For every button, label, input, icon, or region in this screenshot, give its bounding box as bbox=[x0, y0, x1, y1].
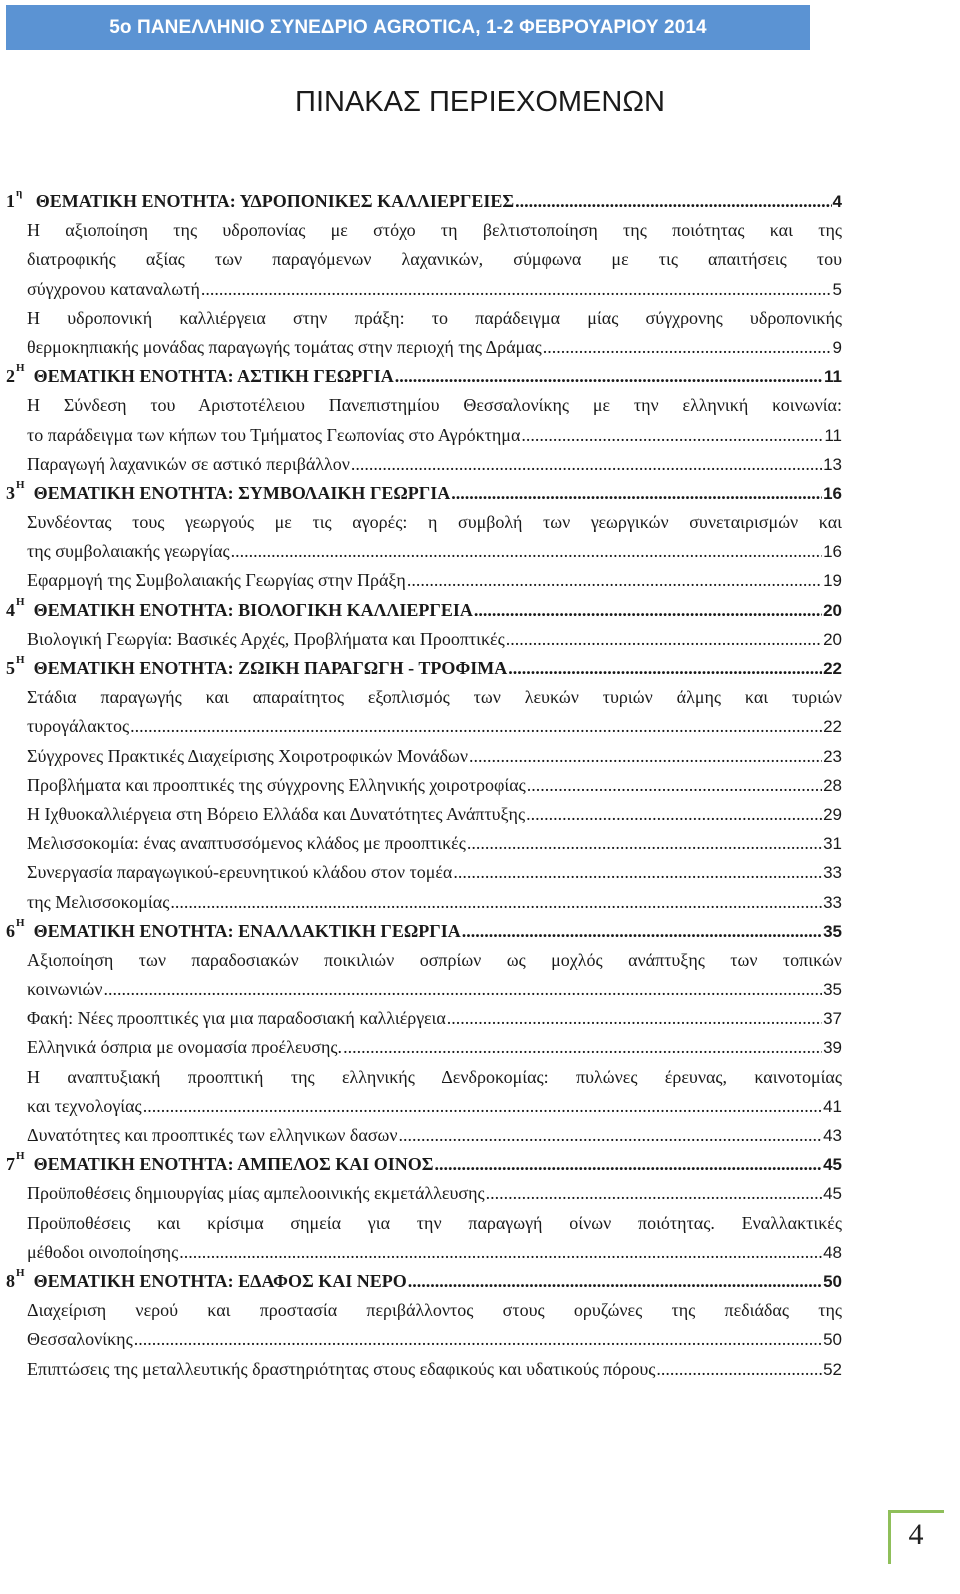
toc-entry[interactable]: Προϋποθέσεις και κρίσιμα σημεία για την παραγωγή οίνων ποιότητας. Εναλλακτικές bbox=[27, 1212, 842, 1233]
section-title: ΘΕΜΑΤΙΚΗ ΕΝΟΤΗΤΑ: ΕΔΑΦΟΣ ΚΑΙ ΝΕΡΟ bbox=[33, 1270, 407, 1291]
page-ref: 28 bbox=[823, 775, 842, 795]
page-ref: 39 bbox=[823, 1038, 842, 1058]
page-title: ΠΙΝΑΚΑΣ ΠΕΡΙΕΧΟΜΕΝΩΝ bbox=[295, 86, 665, 118]
toc-entry[interactable]: Φακή: Νέες προοπτικές για μια παραδοσιακή καλλιέργεια ..... 37 bbox=[6, 1004, 842, 1033]
toc-entry[interactable]: Συνεργασία παραγωγικού-ερευνητικού κλάδου στον τομέα ..... 33 bbox=[6, 858, 842, 887]
section-number: $3^H$ bbox=[6, 478, 25, 503]
section-title: ΘΕΜΑΤΙΚΗ ΕΝΟΤΗΤΑ: ΒΙΟΛΟΓΙΚΗ ΚΑΛΛΙΕΡΓΕΙΑ bbox=[33, 599, 473, 620]
page-ref: 41 bbox=[823, 1096, 842, 1116]
section-title: ΘΕΜΑΤΙΚΗ ΕΝΟΤΗΤΑ: ΑΣΤΙΚΗ ΓΕΩΡΓΙΑ bbox=[33, 366, 394, 387]
toc-entry[interactable]: και τεχνολογίας ..... 41 bbox=[6, 1092, 842, 1121]
toc-section-7[interactable] bbox=[6, 1150, 842, 1179]
toc-section-2[interactable] bbox=[6, 362, 842, 391]
toc-entry[interactable]: κοινωνιών ..... 35 bbox=[6, 975, 842, 1004]
divider bbox=[888, 1510, 944, 1513]
page-ref: 50 bbox=[823, 1330, 842, 1350]
toc-entry[interactable]: διατροφικής αξίας των παραγόμενων λαχανικών, σύμφωνα με τις απαιτήσεις του bbox=[27, 249, 842, 270]
toc-entry[interactable]: Σύγχρονες Πρακτικές Διαχείρισης Χοιροτροφικών Μονάδων ..... 23 bbox=[6, 742, 842, 771]
toc-entry[interactable]: Δυνατότητες και προοπτικές των ελληνικων δασων ..... 43 bbox=[6, 1121, 842, 1150]
page-ref: 35 bbox=[823, 921, 842, 941]
section-number: $5^H$ bbox=[6, 654, 25, 678]
section-number: $7^H$ bbox=[6, 1150, 25, 1175]
page-ref: 43 bbox=[823, 1126, 842, 1145]
toc-entry[interactable]: τυρογάλακτος ..... 22 bbox=[6, 712, 842, 741]
toc-entry[interactable]: Προϋποθέσεις δημιουργίας μίας αμπελοοινικής εκμετάλλευσης ..... 45 bbox=[6, 1179, 842, 1208]
page-ref: 48 bbox=[823, 1242, 842, 1262]
toc-entry[interactable]: Συνδέοντας τους γεωργούς με τις αγορές: η συμβολή των γεωργικών συνεταιρισμών και bbox=[27, 512, 842, 533]
section-number: $2^H$ bbox=[6, 362, 25, 387]
toc-entry[interactable]: σύγχρονου καταναλωτή ..... 5 bbox=[6, 275, 842, 304]
page-ref: 20 bbox=[823, 629, 842, 649]
section-title: ΘΕΜΑΤΙΚΗ ΕΝΟΤΗΤΑ: ΑΜΠΕΛΟΣ ΚΑΙ ΟΙΝΟΣ bbox=[33, 1154, 434, 1175]
page-ref: 33 bbox=[823, 863, 842, 883]
page-ref: 52 bbox=[823, 1359, 842, 1379]
toc-entry[interactable]: Η Ιχθυοκαλλιέργεια στη Βόρειο Ελλάδα και Δυνατότητες Ανάπτυξης ..... 29 bbox=[6, 800, 842, 829]
toc-entry[interactable]: Η αναπτυξιακή προοπτική της ελληνικής Δενδροκομίας: πυλώνες έρευνας, καινοτομίας bbox=[27, 1066, 842, 1087]
toc-entry[interactable]: της Μελισσοκομίας ..... 33 bbox=[6, 888, 842, 917]
page-ref: 13 bbox=[823, 454, 842, 474]
page-ref: 11 bbox=[824, 367, 842, 387]
toc-entry[interactable]: Διαχείριση νερού και προστασία περιβάλλοντος στους ορυζώνες της πεδιάδας της bbox=[27, 1300, 842, 1321]
page-ref: 22 bbox=[823, 717, 842, 737]
page-ref: 23 bbox=[823, 746, 842, 766]
table-of-contents bbox=[6, 187, 842, 1384]
toc-entry[interactable]: Επιπτώσεις της μεταλλευτικής δραστηριότητας στους εδαφικούς και υδατικούς πόρους ..... 52 bbox=[6, 1355, 842, 1384]
page-ref: 9 bbox=[832, 337, 842, 357]
toc-entry[interactable]: μέθοδοι οινοποίησης ..... 48 bbox=[6, 1238, 842, 1267]
page-ref: 45 bbox=[823, 1184, 842, 1204]
section-number: $4^H$ bbox=[6, 595, 25, 620]
conference-banner: 5ο ΠΑΝΕΛΛΗΝΙΟ ΣΥΝΕΔΡΙΟ AGROTICA, 1-2 ΦΕΒΡΟΥΑΡΙΟΥ 2014 bbox=[6, 5, 810, 50]
page-ref: 16 bbox=[823, 542, 842, 562]
page-ref: 35 bbox=[823, 980, 842, 1000]
toc-section-4[interactable] bbox=[6, 596, 842, 625]
page-ref: 33 bbox=[823, 892, 842, 912]
toc-entry[interactable]: θερμοκηπιακής μονάδας παραγωγής τομάτας στην περιοχή της Δράμας ..... 9 bbox=[6, 333, 842, 362]
page-ref: 50 bbox=[823, 1271, 842, 1291]
toc-entry[interactable]: Προβλήματα και προοπτικές της σύγχρονης Ελληνικής χοιροτροφίας ..... 28 bbox=[6, 771, 842, 800]
toc-section-5[interactable] bbox=[6, 654, 842, 683]
page-ref: 11 bbox=[824, 425, 842, 445]
toc-section-3[interactable] bbox=[6, 479, 842, 508]
toc-entry[interactable]: της συμβολαιακής γεωργίας ..... 16 bbox=[6, 537, 842, 566]
toc-entry[interactable]: Παραγωγή λαχανικών σε αστικό περιβάλλον ..... 13 bbox=[6, 450, 842, 479]
page-number: 4 bbox=[908, 1518, 924, 1551]
page-number-box bbox=[888, 1510, 944, 1564]
toc-section-8[interactable] bbox=[6, 1267, 842, 1296]
section-number: $8^H$ bbox=[6, 1266, 25, 1291]
section-title: ΘΕΜΑΤΙΚΗ ΕΝΟΤΗΤΑ: ΖΩΙΚΗ ΠΑΡΑΓΩΓΗ - ΤΡΟΦΙΜΑ bbox=[33, 658, 508, 678]
page-ref: 31 bbox=[823, 834, 842, 854]
toc-entry[interactable]: Ελληνικά όσπρια με ονομασία προέλευσης. ..... 39 bbox=[6, 1033, 842, 1062]
toc-entry[interactable]: Εφαρμογή της Συμβολαιακής Γεωργίας στην Πράξη ..... 19 bbox=[6, 566, 842, 595]
page-ref: 22 bbox=[823, 659, 842, 678]
toc-entry[interactable]: το παράδειγμα των κήπων του Τμήματος Γεωπονίας στο Αγρόκτημα ..... 11 bbox=[6, 421, 842, 450]
toc-entry[interactable]: Θεσσαλονίκης ..... 50 bbox=[6, 1325, 842, 1354]
page-ref: 20 bbox=[823, 600, 842, 620]
toc-entry[interactable]: Η υδροπονική καλλιέργεια στην πράξη: το παράδειγμα μίας σύγχρονης υδροπονικής bbox=[27, 307, 842, 328]
page-ref: 16 bbox=[823, 483, 842, 503]
toc-section-1[interactable] bbox=[6, 187, 842, 216]
page-ref: 29 bbox=[823, 804, 842, 824]
section-number: $1^\eta$ bbox=[6, 187, 23, 211]
toc-entry[interactable]: Η αξιοποίηση της υδροπονίας με στόχο τη βελτιστοποίηση της ποιότητας και της bbox=[27, 220, 842, 241]
section-number: $6^H$ bbox=[6, 916, 25, 941]
section-title: ΘΕΜΑΤΙΚΗ ΕΝΟΤΗΤΑ: ΣΥΜΒΟΛΑΙΚΗ ΓΕΩΡΓΙΑ bbox=[33, 482, 451, 503]
section-title: ΘΕΜΑΤΙΚΗ ΕΝΟΤΗΤΑ: ΕΝΑΛΛΑΚΤΙΚΗ ΓΕΩΡΓΙΑ bbox=[33, 920, 461, 941]
toc-entry[interactable]: Η Σύνδεση του Αριστοτέλειου Πανεπιστημίου Θεσσαλονίκης με την ελληνική κοινωνία: bbox=[27, 395, 842, 416]
page-ref: 37 bbox=[823, 1009, 842, 1029]
section-title: ΘΕΜΑΤΙΚΗ ΕΝΟΤΗΤΑ: ΥΔΡΟΠΟΝΙΚΕΣ ΚΑΛΛΙΕΡΓΕΙΕΣ bbox=[35, 191, 515, 211]
toc-entry[interactable]: Μελισσοκομία: ένας αναπτυσσόμενος κλάδος με προοπτικές ..... 31 bbox=[6, 829, 842, 858]
page-ref: 19 bbox=[823, 571, 842, 591]
toc-entry[interactable]: Αξιοποίηση των παραδοσιακών ποικιλιών οσπρίων ως μοχλός ανάπτυξης των τοπικών bbox=[27, 949, 842, 970]
toc-entry[interactable]: Στάδια παραγωγής και απαραίτητος εξοπλισμός των λευκών τυριών άλμης και τυριών bbox=[27, 687, 842, 708]
toc-section-6[interactable] bbox=[6, 917, 842, 946]
toc-entry[interactable]: Βιολογική Γεωργία: Βασικές Αρχές, Προβλήματα και Προοπτικές ..... 20 bbox=[6, 625, 842, 654]
page-ref: 5 bbox=[832, 279, 842, 299]
page-ref: 45 bbox=[823, 1155, 842, 1175]
page-ref: 4 bbox=[832, 192, 842, 211]
